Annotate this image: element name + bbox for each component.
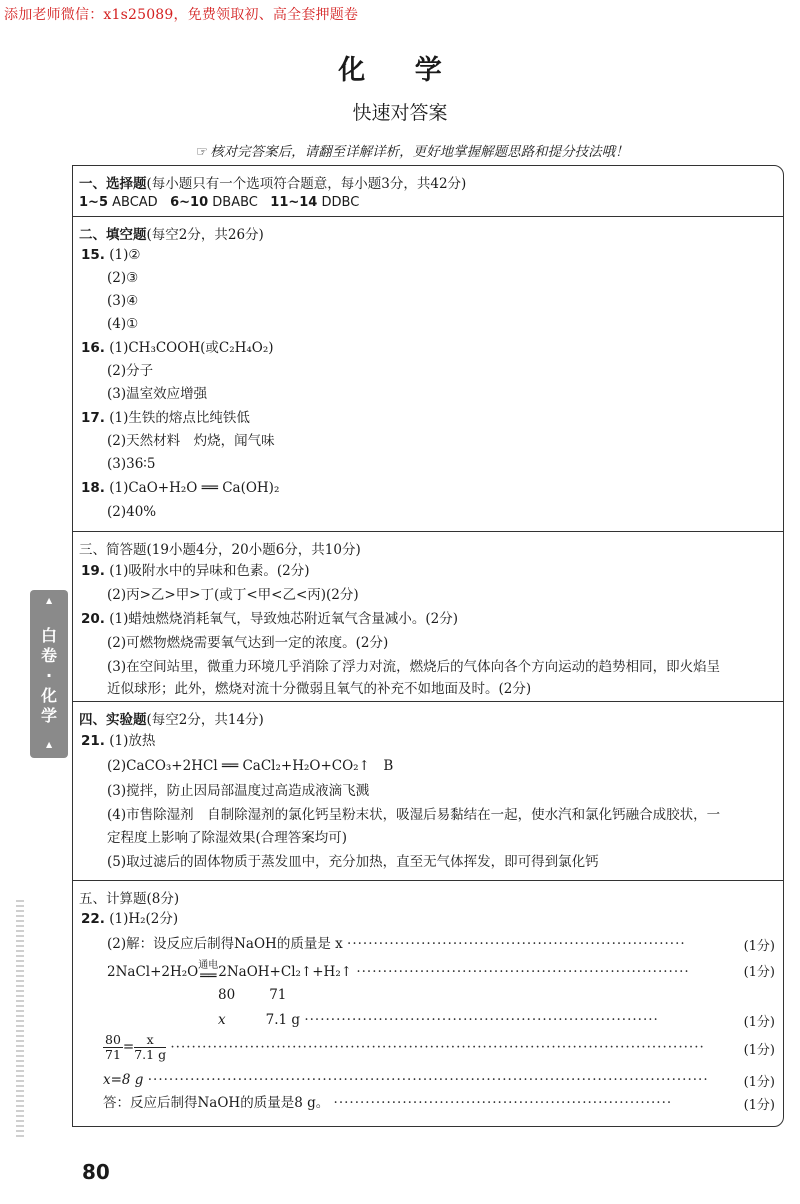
ratio-row: x 7.1 g ··································································· [218,1012,659,1028]
score-mark: (1分) [743,1015,775,1030]
section-calculation [73,880,783,1127]
answer-line: 定程度上影响了除湿效果(合理答案均可) [107,830,348,846]
answer-line: (4)① [107,316,139,332]
answer-line: (2)CaCO₃+2HCl ══ CaCl₂+H₂O+CO₂↑ B [107,758,394,774]
answer-line: (3)④ [107,293,139,309]
final-answer: 答：反应后制得NaOH的质量是8 g。 ································································ [103,1095,673,1111]
score-mark: (1分) [743,1098,775,1113]
score-mark: (1分) [743,939,775,954]
question-16: 16. (1)CH₃COOH(或C₂H₄O₂) [81,340,274,356]
score-mark: (1分) [743,1043,775,1058]
section-note: (每空2分，共14分) [146,712,264,728]
page-subtitle: 快速对答案 [352,102,448,124]
section-experiment [73,701,783,879]
proportion: $\frac{80}{71}$ = $\frac{x}{7.1 g}$ ····································································································· [105,1032,705,1062]
section-heading: 五、计算题 [79,891,147,907]
question-19: 19. (1)吸附水中的异味和色素。(2分) [81,563,310,579]
section-heading: 二、填空题 [79,227,147,243]
reaction-equation: 2NaCl+2H₂O 通电 ══ 2NaOH+Cl₂↑+H₂↑ ······························································· [107,960,690,984]
section-note: (8分) [146,891,180,907]
triangle-down-icon: ▲ [46,740,53,749]
question-20: 20. (1)蜡烛燃烧消耗氧气，导致烛芯附近氧气含量减小。(2分) [81,611,458,627]
tip-text: ☞ 核对完答案后，请翻至详解详析，更好地掌握解题思路和提分技法哦！ [196,144,629,160]
question-22: 22. (1)H₂(2分) [81,911,179,927]
result-line: x=8 g ·········································································································· [103,1072,709,1088]
triangle-up-icon: ▲ [46,596,53,605]
answer-line: (2)可燃物燃烧需要氧气达到一定的浓度。(2分) [107,635,389,651]
pointing-hand-icon: ☞ [196,144,209,160]
answer-line: (3)在空间站里，微重力环境几乎消除了浮力对流，燃烧后的气体向各个方向运动的趋势相同，即火焰呈 [107,659,721,675]
section-heading: 一、选择题 [79,176,147,192]
score-mark: (1分) [743,1075,775,1090]
section-heading: 四、实验题 [79,712,147,728]
answer-line: (2)分子 [107,363,154,379]
score-mark: (1分) [743,965,775,980]
section-note: (每空2分，共26分) [146,227,264,243]
question-21: 21. (1)放热 [81,733,156,749]
promo-banner: 添加老师微信：x1s25089，免费领取初、高全套押题卷 [4,7,359,23]
choice-answers: 1~5 ABCAD 6~10 DBABC 11~14 DDBC [79,195,360,210]
section-note: (每小题只有一个选项符合题意，每小题3分，共42分) [146,176,467,192]
answer-line: (2)40% [107,504,157,520]
side-tab-label: 白卷·化学 [40,626,57,725]
answer-line: (3)温室效应增强 [107,386,208,402]
ratio-row: 80 71 [218,987,287,1003]
question-18: 18. (1)CaO+H₂O ══ Ca(OH)₂ [81,480,280,496]
solution-setup: (2)解：设反应后制得NaOH的质量是 x ································································ [107,936,686,952]
answer-line: (3)搅拌，防止因局部温度过高造成液滴飞溅 [107,783,370,799]
question-17: 17. (1)生铁的熔点比纯铁低 [81,410,250,426]
answer-line: (4)市售除湿剂 自制除湿剂的氯化钙呈粉末状，吸湿后易黏结在一起，使水汽和氯化钙融合成胶状，一 [107,807,721,823]
section-heading: 三、简答题 [79,542,147,558]
section-note: (19小题4分，20小题6分，共10分) [146,542,361,558]
page-number: 80 [82,1160,110,1184]
section-fill [73,216,783,530]
answer-line: (2)丙>乙>甲>丁(或丁<甲<乙<丙)(2分) [107,587,359,603]
question-15: 15. (1)② [81,247,141,263]
side-tab [30,590,68,758]
answer-box [72,165,784,1127]
answer-line: (5)取过滤后的固体物质于蒸发皿中，充分加热，直至无气体挥发，即可得到氯化钙 [107,854,599,870]
answer-line: (3)36∶5 [107,456,156,472]
answer-line: 近似球形；此外，燃烧对流十分微弱且氧气的补充不如地面及时。(2分) [107,681,532,697]
answer-line: (2)③ [107,270,139,286]
answer-line: (2)天然材料 灼烧，闻气味 [107,433,275,449]
page-title: 化 学 [338,55,462,86]
section-short-answer [73,531,783,700]
edge-strip [16,900,24,1140]
section-choice [73,166,783,213]
